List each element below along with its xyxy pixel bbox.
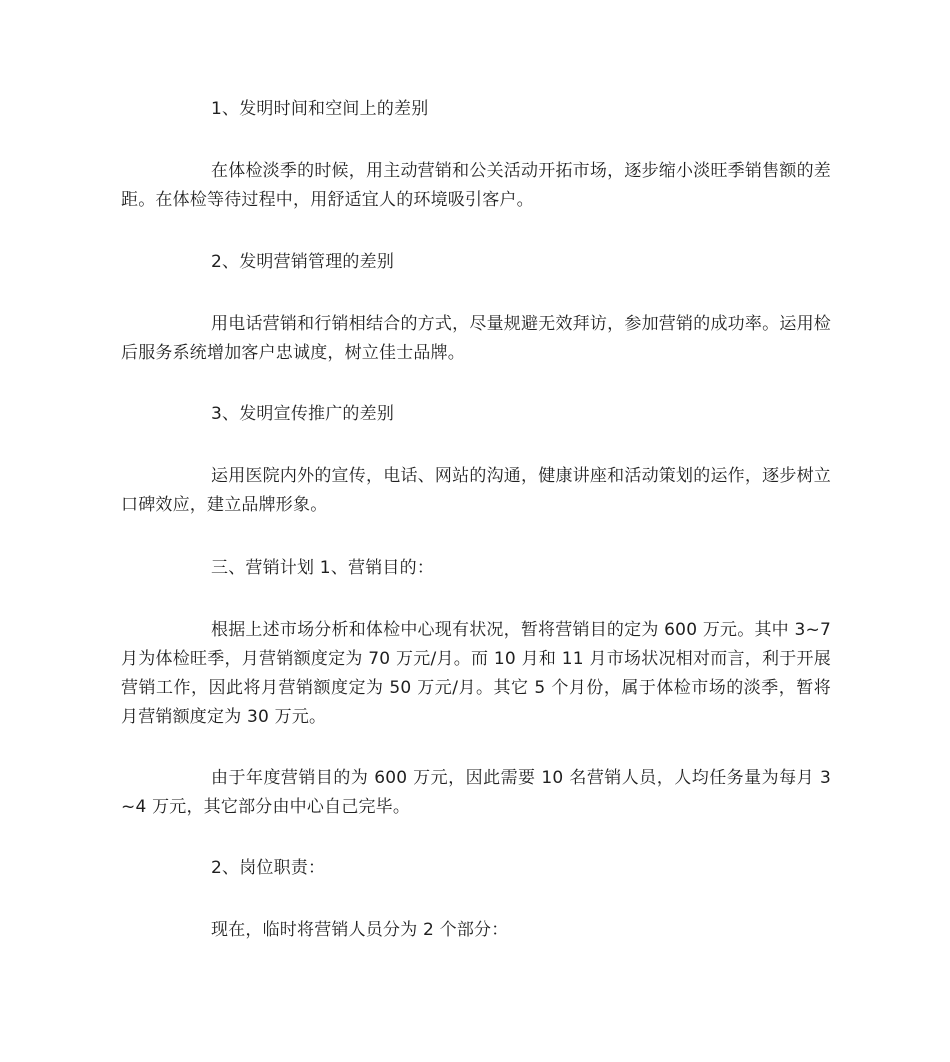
- paragraph-marketing-management: 用电话营销和行销相结合的方式，尽量规避无效拜访，参加营销的成功率。运用检后服务系统增加客户忠诚度，树立佳士品牌。: [121, 314, 831, 363]
- paragraph-promotion: 运用医院内外的宣传，电话、网站的沟通，健康讲座和活动策划的运作，逐步树立口碑效应，建立品牌形象。: [121, 466, 831, 515]
- section-heading-promotion: 3、发明宣传推广的差别: [211, 404, 395, 424]
- section-heading-time-space: 1、发明时间和空间上的差别: [211, 99, 429, 119]
- paragraph-time-space: 在体检淡季的时候，用主动营销和公关活动开拓市场，逐步缩小淡旺季销售额的差距。在体检等待过程中，用舒适宜人的环境吸引客户。: [121, 161, 831, 210]
- section-heading-marketing-plan: 三、营销计划 1、营销目的：: [211, 558, 435, 578]
- paragraph-marketing-target: 根据上述市场分析和体检中心现有状况，暂将营销目的定为 600 万元。其中 3~7 月为体检旺季，月营销额度定为 70 万元/月。而 10 月和 11 月市场状况相对而言，利于开展营销工作，因此将月营销额度定为 50 万元/月。其它 5 个月份，属于体检市场的淡季，暂将月营销额度定为 30 万元。: [121, 620, 831, 727]
- section-heading-job-duties: 2、岗位职责：: [211, 858, 326, 878]
- section-heading-marketing-management: 2、发明营销管理的差别: [211, 252, 395, 272]
- paragraph-staffing: 由于年度营销目的为 600 万元，因此需要 10 名营销人员，人均任务量为每月 3~4 万元，其它部分由中心自己完毕。: [121, 768, 831, 817]
- paragraph-staff-division: 现在，临时将营销人员分为 2 个部分：: [211, 920, 509, 940]
